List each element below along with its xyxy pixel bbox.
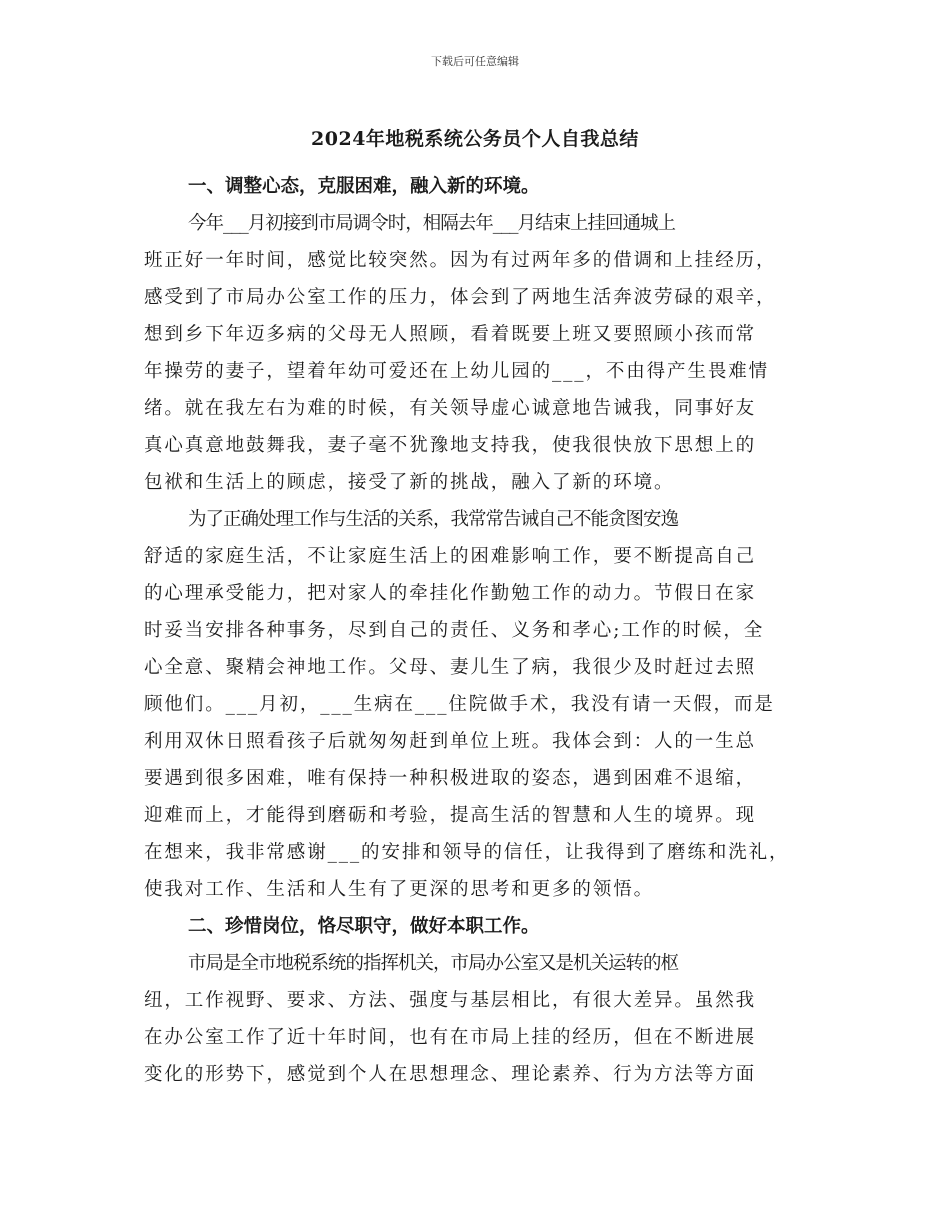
paragraph-line: 变化的形势下，感觉到个人在思想理念、理论素养、行为方法等方面 bbox=[144, 1064, 757, 1085]
paragraph-line: 包袱和生活上的顾虑，接受了新的挑战，融入了新的环境。 bbox=[144, 472, 675, 493]
paragraph-line: 顾他们。___月初，___生病在___住院做手术，我没有请一天假，而是 bbox=[144, 694, 775, 715]
paragraph-line: 今年___月初接到市局调令时，相隔去年___月结束上挂回通城上 bbox=[188, 213, 676, 234]
section-2-paragraph-1 bbox=[144, 945, 808, 1093]
paragraph-line: 感受到了市局办公室工作的压力，体会到了两地生活奔波劳碌的艰辛， bbox=[144, 287, 777, 308]
section-2-heading: 二、珍惜岗位，恪尽职守，做好本职工作。 bbox=[188, 916, 540, 937]
section-1-paragraph-2 bbox=[144, 501, 808, 908]
paragraph-line: 想到乡下年迈多病的父母无人照顾，看着既要上班又要照顾小孩而常 bbox=[144, 324, 757, 345]
paragraph-line: 利用双休日照看孩子后就匆匆赶到单位上班。我体会到：人的一生总 bbox=[144, 731, 757, 752]
paragraph-line: 在想来，我非常感谢___的安排和领导的信任，让我得到了磨练和洗礼， bbox=[144, 842, 790, 863]
paragraph-line: 真心真意地鼓舞我，妻子毫不犹豫地支持我，使我很快放下思想上的 bbox=[144, 435, 757, 456]
paragraph-line: 在办公室工作了近十年时间，也有在市局上挂的经历，但在不断进展 bbox=[144, 1027, 757, 1048]
document-title: 2024年地税系统公务员个人自我总结 bbox=[311, 128, 639, 150]
paragraph-line: 时妥当安排各种事务，尽到自己的责任、义务和孝心;工作的时候，全 bbox=[144, 620, 765, 641]
paragraph-line: 要遇到很多困难，唯有保持一种积极进取的姿态，遇到困难不退缩， bbox=[144, 768, 757, 789]
section-1-heading: 一、调整心态，克服困难，融入新的环境。 bbox=[188, 176, 540, 197]
paragraph-line: 绪。就在我左右为难的时候，有关领导虚心诚意地告诫我，同事好友 bbox=[144, 398, 757, 419]
paragraph-line: 市局是全市地税系统的指挥机关，市局办公室又是机关运转的枢 bbox=[188, 953, 679, 974]
section-1-paragraph-1 bbox=[144, 205, 808, 501]
paragraph-line: 的心理承受能力，把对家人的牵挂化作勤勉工作的动力。节假日在家 bbox=[144, 583, 757, 604]
paragraph-line: 年操劳的妻子，望着年幼可爱还在上幼儿园的___，不由得产生畏难情 bbox=[144, 361, 770, 382]
page-header-note: 下载后可任意编辑 bbox=[431, 55, 519, 68]
paragraph-line: 纽，工作视野、要求、方法、强度与基层相比，有很大差异。虽然我 bbox=[144, 990, 757, 1011]
paragraph-line: 舒适的家庭生活，不让家庭生活上的困难影响工作，要不断提高自己 bbox=[144, 546, 757, 567]
paragraph-line: 迎难而上，才能得到磨砺和考验，提高生活的智慧和人生的境界。现 bbox=[144, 805, 757, 826]
paragraph-line: 心全意、聚精会神地工作。父母、妻儿生了病，我很少及时赶过去照 bbox=[144, 657, 757, 678]
paragraph-line: 班正好一年时间，感觉比较突然。因为有过两年多的借调和上挂经历， bbox=[144, 250, 777, 271]
document-body bbox=[144, 168, 808, 1093]
paragraph-line: 为了正确处理工作与生活的关系，我常常告诫自己不能贪图安逸 bbox=[188, 509, 679, 530]
paragraph-line: 使我对工作、生活和人生有了更深的思考和更多的领悟。 bbox=[144, 879, 655, 900]
